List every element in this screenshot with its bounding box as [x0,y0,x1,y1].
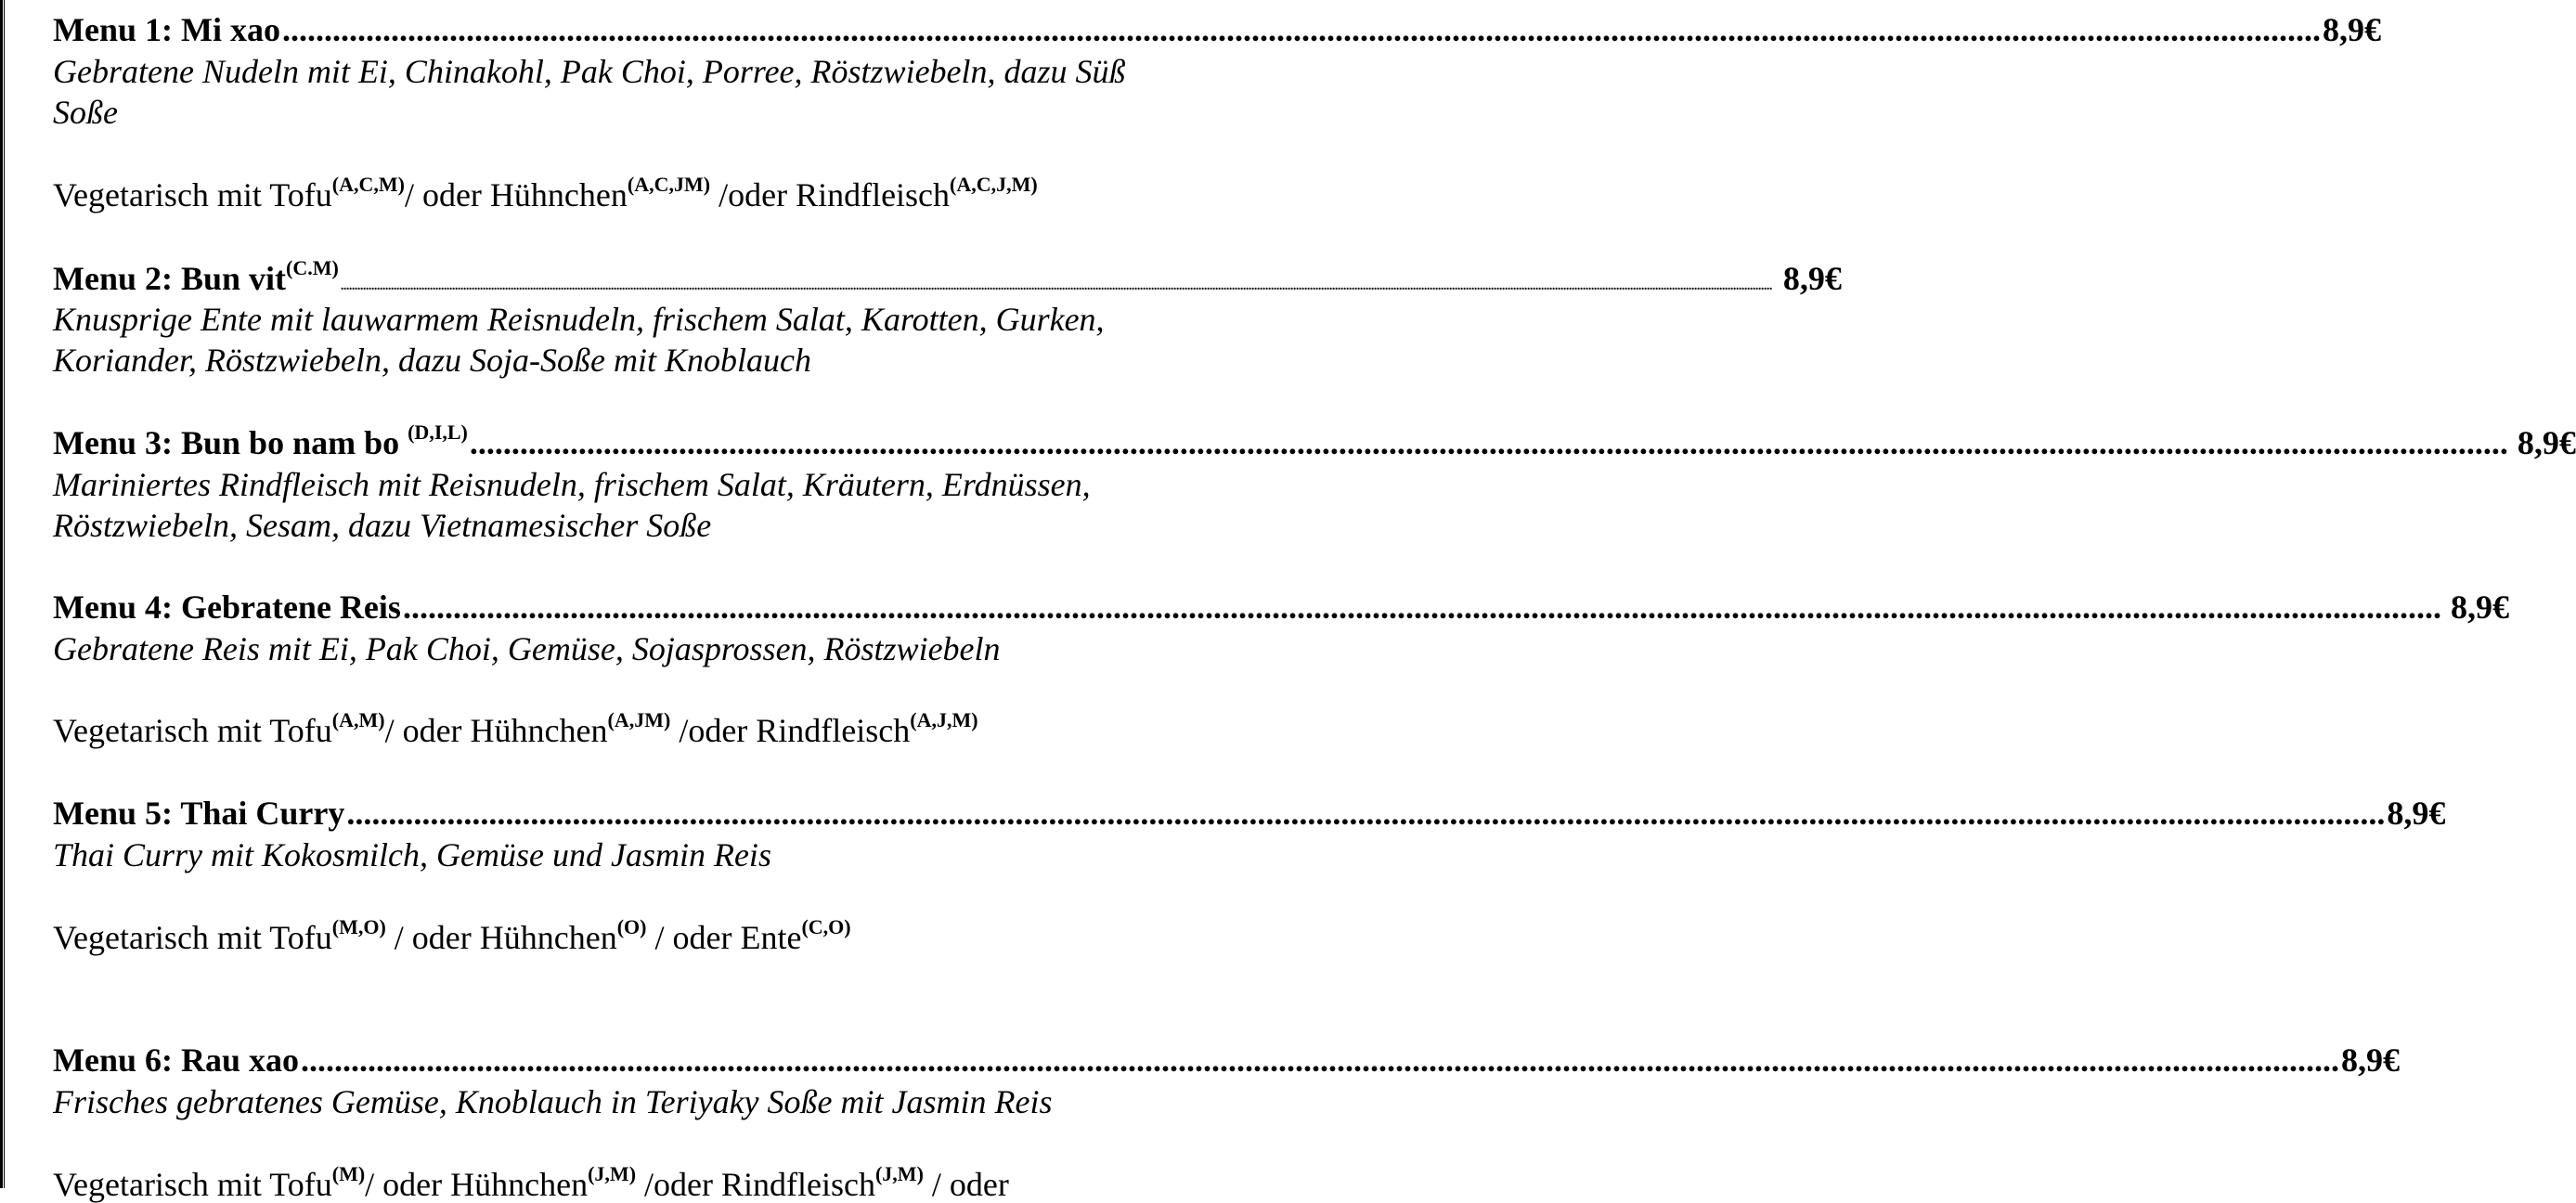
menu-2-desc-line-1: Knusprige Ente mit lauwarmem Reisnudeln, frischem Salat, Karotten, Gurken, [53,301,1105,338]
menu-3-allergens: (D,I,L) [408,420,468,444]
menu-6-option-more: / oder [923,1166,1009,1203]
menu-1-desc-line-2: Soße [53,94,118,131]
menu-3-leader: .................................................................................................................................................................................................................................................... [469,424,2508,461]
menu-6-option-chicken: / oder Hühnchen [365,1166,589,1203]
menu-6-option-beef-allergens: (J,M) [874,1162,924,1185]
menu-3-title [53,420,468,461]
menu-3-title-row [53,420,2576,463]
menu-2-allergens: (C.M) [286,256,339,279]
menu-1-option-tofu: Vegetarisch mit Tofu [53,176,332,213]
menu-4-options [53,708,978,749]
menu-4-title: Menu 4: Gebratene Reis [53,589,401,626]
menu-5-title-row [53,795,2446,834]
menu-4-option-beef-allergens: (A,J,M) [910,708,978,731]
menu-1-leader: .................................................................................................................................................................................................................................................... [281,11,2321,48]
menu-1-options [53,173,1038,213]
menu-6-option-tofu: Vegetarisch mit Tofu [53,1166,332,1203]
menu-2-leader: .................................................................................................................................................................................................................................................................................................................................................................................................................................................................................................................................. [340,279,1772,293]
menu-6-title: Menu 6: Rau xao [53,1041,300,1079]
menu-6-option-chicken-allergens: (J,M) [588,1162,637,1185]
menu-5-leader: .................................................................................................................................................................................................................................................... [346,795,2386,832]
menu-5-option-chicken-allergens: (O) [616,915,647,938]
menu-2-title-text: Menu 2: Bun vit [53,260,287,297]
menu-1-price: 8,9€ [2322,11,2381,48]
menu-6-option-beef: /oder Rindfleisch [636,1166,875,1203]
menu-1-desc-line-1: Gebratene Nudeln mit Ei, Chinakohl, Pak Choi, Porree, Röstzwiebeln, dazu Süß [53,53,1126,90]
menu-3-desc-line-1: Mariniertes Rindfleisch mit Reisnudeln, frischem Salat, Kräutern, Erdnüssen, [53,466,1091,503]
menu-6-price: 8,9€ [2341,1041,2401,1079]
menu-5-desc-line-1: Thai Curry mit Kokosmilch, Gemüse und Jasmin Reis [53,836,771,873]
menu-5-options [53,915,851,956]
menu-4-price: 8,9€ [2450,589,2509,626]
menu-4-desc-line-1: Gebratene Reis mit Ei, Pak Choi, Gemüse, Sojasprossen, Röstzwiebeln [53,630,1001,667]
menu-5-option-duck: / oder Ente [646,919,802,956]
menu-1-option-beef: /oder Rindfleisch [710,176,951,213]
menu-1-title-row [53,11,2381,50]
menu-1-option-chicken: / oder Hühnchen [404,176,628,213]
menu-4-title-row [53,589,2509,627]
menu-5-option-chicken: / oder Hühnchen [385,919,617,956]
menu-2-price: 8,9€ [1782,260,1842,297]
menu-3-price: 8,9€ [2517,424,2576,461]
menu-3-desc-line-2: Röstzwiebeln, Sesam, dazu Vietnamesischer Soße [53,507,712,544]
menu-2-title-row [53,256,1842,299]
menu-4-leader: .................................................................................................................................................................................................................................................... [402,589,2441,626]
menu-6-title-row [53,1041,2401,1080]
menu-5-title: Menu 5: Thai Curry [53,795,345,832]
menu-3-title-text: Menu 3: Bun bo nam bo [53,424,408,461]
menu-2-title [53,256,339,297]
menu-4-option-tofu-allergens: (A,M) [331,708,385,731]
menu-4-option-beef: /oder Rindfleisch [670,712,911,749]
menu-4-option-tofu: Vegetarisch mit Tofu [53,712,332,749]
menu-2-desc-line-2: Koriander, Röstzwiebeln, dazu Soja-Soße mit Knoblauch [53,342,811,379]
menu-1-option-beef-allergens: (A,C,J,M) [950,173,1038,196]
menu-5-option-tofu-allergens: (M,O) [331,915,386,938]
menu-1-option-tofu-allergens: (A,C,M) [331,173,405,196]
menu-1-title: Menu 1: Mi xao [53,11,280,48]
menu-6-options [53,1162,1009,1203]
menu-1-option-chicken-allergens: (A,C,JM) [627,173,711,196]
menu-6-option-tofu-allergens: (M) [331,1162,366,1185]
menu-5-option-tofu: Vegetarisch mit Tofu [53,919,332,956]
menu-5-price: 8,9€ [2387,795,2446,832]
menu-4-option-chicken: / oder Hühnchen [384,712,608,749]
menu-6-leader: .................................................................................................................................................................................................................................................... [301,1041,2340,1079]
menu-5-option-duck-allergens: (C,O) [801,915,851,938]
menu-4-option-chicken-allergens: (A,JM) [607,708,671,731]
menu-6-desc-line-1: Frisches gebratenes Gemüse, Knoblauch in Teriyaky Soße mit Jasmin Reis [53,1083,1053,1120]
